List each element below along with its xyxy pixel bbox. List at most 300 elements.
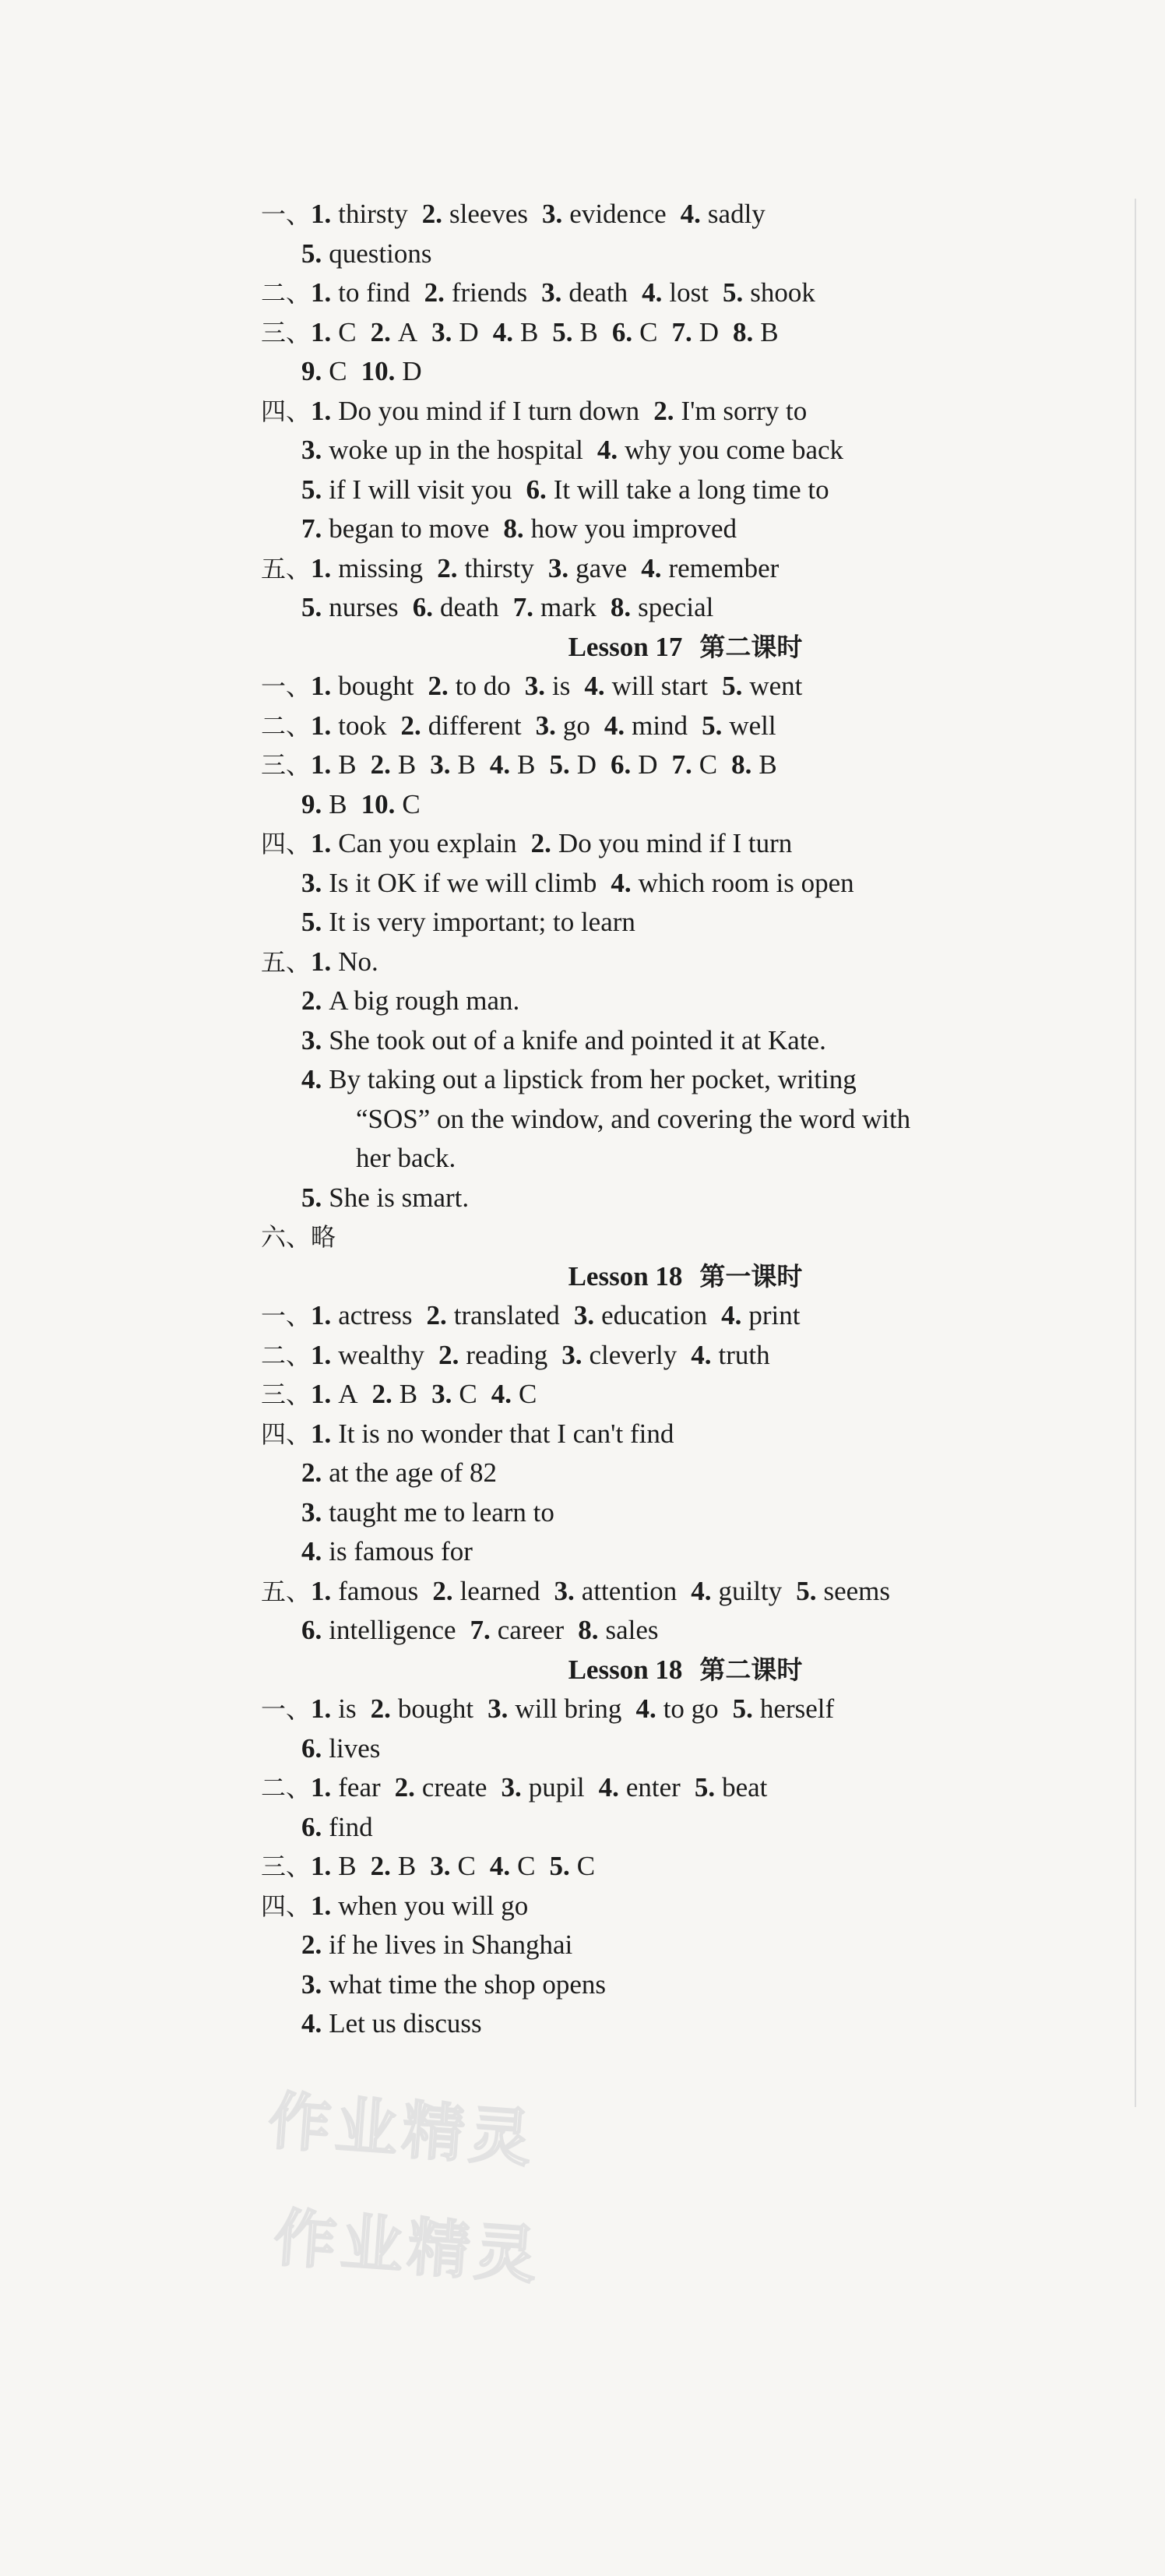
question-number: 2.	[426, 1300, 447, 1330]
question-number: 5.	[694, 1772, 716, 1802]
answer-text: sadly	[707, 199, 766, 229]
answer-text: actress	[338, 1300, 413, 1330]
answer-content	[261, 195, 1110, 2044]
section-line	[261, 1768, 1110, 1808]
section-number: 五、	[261, 1576, 311, 1606]
answer-text: B	[397, 1851, 417, 1881]
answer-text: questions	[329, 238, 432, 269]
answer-text: translated	[453, 1300, 560, 1330]
question-number: 2.	[394, 1772, 415, 1802]
answer-text: C	[519, 1379, 537, 1409]
question-number: 1.	[311, 199, 332, 229]
answer-text: remember	[668, 552, 780, 583]
question-number: 3.	[547, 552, 569, 583]
answer-text: truth	[718, 1339, 770, 1370]
answer-text: A big rough man.	[329, 985, 520, 1016]
question-number: 5.	[702, 710, 723, 741]
answer-text: if he lives in Shanghai	[329, 1929, 573, 1960]
question-number: 1.	[311, 671, 332, 701]
question-number: 2.	[371, 1379, 392, 1409]
question-number: 3.	[535, 710, 556, 741]
answer-text: C	[338, 316, 357, 347]
question-number: 4.	[642, 277, 663, 308]
question-number: 2.	[432, 1575, 453, 1606]
question-number: 2.	[438, 1339, 459, 1370]
question-number: 1.	[311, 1339, 332, 1370]
question-number: 5.	[796, 1575, 817, 1606]
answer-line	[261, 981, 1110, 1021]
section-line	[261, 1218, 1110, 1257]
lesson-heading	[261, 1257, 1110, 1297]
answer-text: B	[397, 749, 417, 780]
section-number: 一、	[261, 671, 311, 701]
lesson-period: 第二课时	[699, 1654, 803, 1685]
question-number: 4.	[489, 749, 511, 780]
question-number: 5.	[722, 277, 744, 308]
question-number: 5.	[301, 238, 322, 269]
answer-text: C	[517, 1851, 536, 1881]
section-line	[261, 195, 1110, 234]
section-number: 五、	[261, 553, 311, 583]
question-number: 3.	[301, 1968, 322, 2000]
section-line	[261, 392, 1110, 432]
question-number: 9.	[301, 788, 322, 819]
answer-text: why you come back	[625, 435, 844, 465]
answer-text: D	[699, 316, 720, 347]
section-number: 二、	[261, 710, 311, 741]
answer-text: D	[402, 356, 422, 386]
question-number: 3.	[561, 1339, 582, 1370]
answer-text: Do you mind if I turn down	[338, 395, 640, 426]
question-number: 1.	[311, 749, 332, 780]
answer-continuation	[261, 1139, 1110, 1179]
answer-text: create	[421, 1772, 487, 1802]
answer-text: C	[459, 1379, 477, 1409]
question-number: 2.	[400, 710, 421, 741]
question-number: 5.	[301, 592, 322, 622]
question-number: 1.	[311, 1379, 332, 1409]
answer-text: if I will visit you	[329, 474, 512, 505]
question-number: 3.	[487, 1693, 509, 1724]
question-number: 2.	[301, 1929, 322, 1960]
question-number: 4.	[721, 1300, 742, 1330]
answer-text: well	[729, 710, 776, 741]
answer-text: Is it OK if we will climb	[329, 867, 597, 898]
question-number: 3.	[542, 199, 563, 229]
answer-text: nurses	[329, 592, 399, 622]
section-line	[261, 549, 1110, 589]
question-number: 8.	[733, 316, 754, 347]
section-line	[261, 1847, 1110, 1887]
question-number: 7.	[470, 1615, 491, 1645]
section-number: 三、	[261, 317, 311, 347]
question-number: 6.	[301, 1615, 322, 1645]
lesson-period: 第一课时	[699, 1260, 803, 1292]
answer-text: herself	[759, 1693, 835, 1724]
question-number: 6.	[301, 1811, 322, 1842]
answer-text: is famous for	[329, 1536, 473, 1566]
answer-text: reading	[466, 1339, 548, 1370]
margin-rule	[1135, 199, 1136, 2107]
answer-line	[261, 785, 1110, 825]
section-number: 三、	[261, 1852, 311, 1881]
answer-text: death	[568, 277, 628, 308]
section-number: 二、	[261, 1773, 311, 1802]
answer-text: attention	[581, 1575, 678, 1606]
answer-text: will start	[611, 671, 709, 701]
answer-text: lost	[669, 277, 709, 308]
lesson-title: Lesson 17	[568, 631, 683, 662]
question-number: 4.	[611, 867, 632, 898]
section-line	[261, 667, 1110, 707]
question-number: 7.	[671, 749, 692, 780]
question-number: 3.	[301, 1496, 322, 1528]
question-number: 2.	[301, 1457, 322, 1488]
answer-text: to go	[663, 1693, 719, 1724]
question-number: 4.	[691, 1575, 712, 1606]
answer-text: woke up in the hospital	[329, 435, 583, 465]
answer-text: took	[338, 710, 387, 741]
question-number: 2.	[530, 828, 551, 858]
answer-text: will bring	[515, 1693, 622, 1724]
answer-line	[261, 1454, 1110, 1493]
answer-line	[261, 1493, 1110, 1533]
section-text: 略	[311, 1222, 336, 1252]
question-number: 10.	[361, 788, 396, 819]
answer-text: to do	[455, 671, 511, 701]
answer-text: B	[338, 749, 357, 780]
answer-text: wealthy	[338, 1339, 425, 1370]
answer-line	[261, 1808, 1110, 1848]
question-number: 5.	[722, 671, 743, 701]
answer-text: B	[579, 316, 598, 347]
answer-text: to find	[338, 277, 410, 308]
answer-text: education	[601, 1300, 708, 1330]
answer-text: Can you explain	[338, 828, 517, 858]
answer-text: went	[749, 671, 803, 701]
answer-line	[261, 588, 1110, 628]
answer-text: career	[497, 1615, 565, 1645]
question-number: 3.	[431, 316, 452, 347]
answer-text: how you improved	[530, 513, 737, 544]
section-number: 四、	[261, 1418, 311, 1449]
question-number: 8.	[503, 513, 524, 544]
question-number: 7.	[671, 316, 692, 347]
question-number: 1.	[311, 1575, 332, 1606]
answer-text: B	[329, 788, 347, 819]
question-number: 2.	[653, 395, 674, 426]
question-number: 7.	[512, 592, 533, 622]
question-number: 3.	[541, 277, 562, 308]
section-number: 一、	[261, 199, 311, 229]
question-number: 4.	[597, 435, 618, 465]
question-number: 1.	[311, 1851, 332, 1881]
section-line	[261, 943, 1110, 982]
answer-text: sleeves	[449, 199, 529, 229]
question-number: 5.	[301, 1182, 322, 1213]
question-number: 9.	[301, 356, 322, 386]
question-number: 4.	[301, 1536, 322, 1566]
section-number: 三、	[261, 750, 311, 780]
question-number: 5.	[301, 907, 322, 937]
question-number: 4.	[691, 1339, 712, 1370]
question-number: 6.	[610, 749, 632, 780]
section-number: 三、	[261, 1380, 311, 1409]
answer-line	[261, 1179, 1110, 1218]
question-number: 4.	[598, 1772, 619, 1802]
answer-text: It will take a long time to	[553, 474, 829, 505]
lesson-heading	[261, 628, 1110, 668]
question-number: 4.	[641, 552, 662, 583]
answer-line	[261, 352, 1110, 392]
answer-text: beat	[722, 1772, 768, 1802]
answer-line	[261, 864, 1110, 904]
answer-text: bought	[338, 671, 414, 701]
question-number: 1.	[311, 1300, 332, 1330]
question-number: 6.	[611, 316, 633, 347]
answer-text: friends	[451, 277, 528, 308]
section-number: 四、	[261, 1891, 311, 1921]
question-number: 2.	[370, 1851, 391, 1881]
answer-text: go	[562, 710, 590, 741]
question-number: 10.	[361, 356, 396, 386]
answer-line	[261, 2004, 1110, 2044]
answer-text: is	[338, 1693, 357, 1724]
question-number: 3.	[554, 1575, 575, 1606]
answer-text: at the age of 82	[329, 1457, 497, 1488]
question-number: 1.	[311, 710, 332, 741]
question-number: 1.	[311, 946, 332, 977]
question-number: 1.	[311, 395, 332, 426]
answer-text: death	[439, 592, 499, 622]
answer-line	[261, 1926, 1110, 1965]
section-line	[261, 1572, 1110, 1612]
section-line	[261, 1690, 1110, 1729]
lesson-title: Lesson 18	[568, 1654, 683, 1685]
answer-text: B	[519, 316, 539, 347]
question-number: 6.	[526, 474, 547, 505]
answer-text: C	[329, 356, 347, 386]
answer-line	[261, 234, 1110, 274]
question-number: 3.	[301, 1024, 322, 1055]
answer-text: special	[638, 592, 714, 622]
answer-text: print	[748, 1300, 801, 1330]
answer-text: D	[459, 316, 479, 347]
answer-text: find	[329, 1811, 373, 1842]
answer-text: C	[576, 1851, 596, 1881]
answer-line	[261, 903, 1110, 943]
answer-text: It is no wonder that I can't find	[338, 1418, 674, 1449]
answer-text: missing	[338, 552, 424, 583]
answer-text: mind	[632, 710, 688, 741]
question-number: 1.	[311, 1693, 332, 1724]
answer-text: I'm sorry to	[681, 395, 808, 426]
question-number: 3.	[301, 435, 322, 465]
answer-text: Let us discuss	[329, 2008, 482, 2039]
section-number: 四、	[261, 829, 311, 858]
question-number: 7.	[301, 513, 322, 544]
answer-line	[261, 509, 1110, 549]
answer-text: sales	[605, 1615, 659, 1645]
question-number: 1.	[311, 1418, 332, 1449]
answer-text: D	[638, 749, 658, 780]
answer-text: shook	[750, 277, 815, 308]
question-number: 1.	[311, 277, 332, 308]
question-number: 1.	[311, 1890, 332, 1921]
answer-text: her back.	[356, 1143, 456, 1173]
answer-text: what time the shop opens	[329, 1968, 607, 2000]
section-line	[261, 273, 1110, 313]
answer-text: enter	[625, 1772, 681, 1802]
section-number: 六、	[261, 1222, 311, 1252]
answer-text: which room is open	[638, 867, 854, 898]
answer-text: fear	[338, 1772, 381, 1802]
section-line	[261, 707, 1110, 746]
question-number: 5.	[732, 1693, 753, 1724]
question-number: 6.	[301, 1732, 322, 1764]
section-number: 五、	[261, 946, 311, 977]
answer-line	[261, 1965, 1110, 2005]
answer-line	[261, 1729, 1110, 1769]
answer-text: C	[699, 749, 718, 780]
answer-line	[261, 1532, 1110, 1572]
question-number: 2.	[428, 671, 449, 701]
answer-continuation	[261, 1100, 1110, 1140]
question-number: 4.	[489, 1851, 511, 1881]
question-number: 1.	[311, 828, 332, 858]
answer-text: C	[402, 788, 421, 819]
answer-text: It is very important; to learn	[329, 907, 635, 937]
answer-text: is	[551, 671, 571, 701]
answer-text: A	[338, 1379, 358, 1409]
answer-text: learned	[459, 1575, 540, 1606]
question-number: 8.	[731, 749, 752, 780]
question-number: 1.	[311, 1772, 332, 1802]
question-number: 1.	[311, 552, 332, 583]
answer-line	[261, 431, 1110, 470]
question-number: 4.	[584, 671, 605, 701]
answer-line	[261, 1060, 1110, 1100]
question-number: 2.	[301, 985, 322, 1016]
answer-text: lives	[329, 1732, 381, 1764]
question-number: 3.	[431, 1379, 452, 1409]
answer-text: A	[397, 316, 418, 347]
question-number: 8.	[610, 592, 632, 622]
section-number: 一、	[261, 1694, 311, 1724]
answer-text: “SOS” on the window, and covering the word with	[356, 1103, 911, 1134]
answer-text: bought	[397, 1693, 474, 1724]
answer-text: She is smart.	[329, 1182, 470, 1213]
answer-line	[261, 1021, 1110, 1061]
question-number: 2.	[370, 316, 391, 347]
question-number: 4.	[301, 1064, 322, 1094]
answer-text: She took out of a knife and pointed it at Kate.	[329, 1024, 826, 1055]
answer-line	[261, 1611, 1110, 1651]
answer-text: intelligence	[329, 1615, 456, 1645]
section-line	[261, 1375, 1110, 1415]
answer-text: B	[338, 1851, 357, 1881]
section-line	[261, 745, 1110, 785]
watermark: 作业精灵	[271, 2201, 544, 2292]
section-line	[261, 313, 1110, 353]
section-line	[261, 824, 1110, 864]
answer-text: pupil	[528, 1772, 585, 1802]
question-number: 3.	[301, 867, 322, 898]
answer-text: evidence	[569, 199, 667, 229]
section-line	[261, 1887, 1110, 1926]
section-number: 二、	[261, 278, 311, 308]
lesson-period: 第二课时	[699, 631, 803, 662]
question-number: 2.	[370, 749, 391, 780]
answer-text: cleverly	[589, 1339, 678, 1370]
section-number: 一、	[261, 1301, 311, 1330]
answer-text: B	[399, 1379, 418, 1409]
answer-text: B	[758, 749, 777, 780]
answer-text: gave	[575, 552, 628, 583]
question-number: 4.	[635, 1693, 656, 1724]
question-number: 3.	[524, 671, 545, 701]
section-number: 二、	[261, 1340, 311, 1370]
question-number: 5.	[301, 474, 322, 505]
answer-text: No.	[338, 946, 378, 977]
answer-text: when you will go	[338, 1890, 529, 1921]
question-number: 4.	[492, 316, 513, 347]
answer-text: B	[457, 749, 476, 780]
question-number: 2.	[421, 199, 442, 229]
lesson-heading	[261, 1651, 1110, 1690]
answer-text: D	[576, 749, 597, 780]
question-number: 4.	[491, 1379, 512, 1409]
lesson-title: Lesson 18	[568, 1260, 683, 1292]
answer-text: Do you mind if I turn	[558, 828, 793, 858]
question-number: 8.	[578, 1615, 599, 1645]
question-number: 3.	[430, 749, 451, 780]
answer-text: By taking out a lipstick from her pocket, writing	[329, 1064, 857, 1094]
section-number: 四、	[261, 396, 311, 426]
watermark: 作业精灵	[266, 2084, 539, 2176]
question-number: 3.	[573, 1300, 595, 1330]
question-number: 1.	[311, 316, 332, 347]
answer-text: taught me to learn to	[329, 1496, 554, 1528]
question-number: 5.	[552, 316, 573, 347]
answer-line	[261, 470, 1110, 510]
section-line	[261, 1415, 1110, 1454]
question-number: 3.	[430, 1851, 451, 1881]
answer-text: C	[639, 316, 658, 347]
question-number: 2.	[424, 277, 445, 308]
section-line	[261, 1336, 1110, 1376]
question-number: 4.	[301, 2008, 322, 2039]
answer-text: seems	[823, 1575, 890, 1606]
question-number: 4.	[680, 199, 701, 229]
answer-text: B	[760, 316, 779, 347]
answer-text: thirsty	[338, 199, 408, 229]
question-number: 5.	[549, 1851, 570, 1881]
question-number: 2.	[370, 1693, 391, 1724]
question-number: 6.	[412, 592, 433, 622]
answer-text: different	[428, 710, 522, 741]
answer-text: famous	[338, 1575, 419, 1606]
question-number: 5.	[549, 749, 570, 780]
section-line	[261, 1296, 1110, 1336]
answer-text: C	[457, 1851, 476, 1881]
question-number: 2.	[437, 552, 458, 583]
question-number: 4.	[604, 710, 625, 741]
answer-text: thirsty	[464, 552, 534, 583]
answer-text: began to move	[329, 513, 490, 544]
answer-text: B	[517, 749, 536, 780]
answer-text: guilty	[718, 1575, 783, 1606]
